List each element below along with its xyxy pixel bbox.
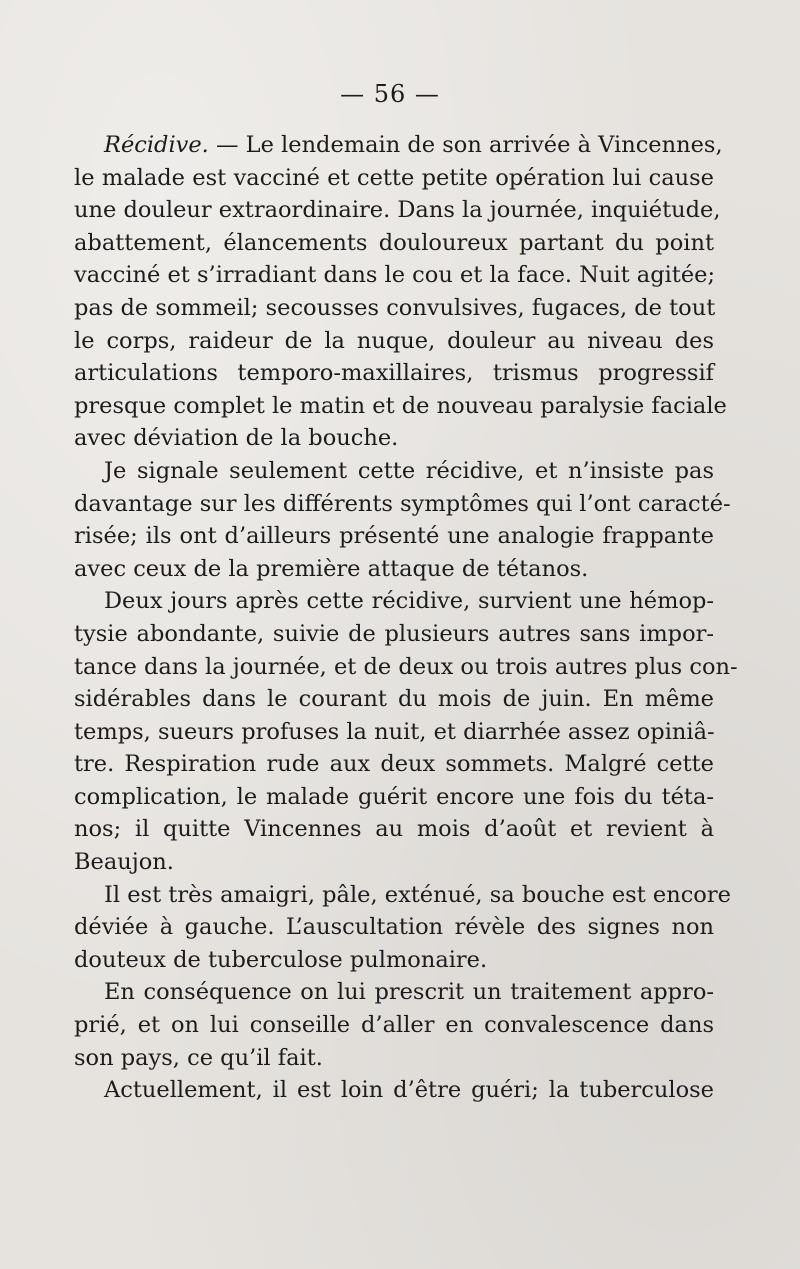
text-line: avec déviation de la bouche. [74, 425, 399, 452]
text-line: douteux de tuberculose pulmonaire. [74, 946, 488, 973]
text-line: nos; il quitte Vincennes au mois d’août et revient à [74, 816, 714, 843]
text-line: Il est très amaigri, pâle, exténué, sa bouche est encore [104, 881, 731, 908]
text-line: prié, et on lui conseille d’aller en convalescence dans [74, 1012, 714, 1039]
text-line: tysie abondante, suivie de plusieurs autres sans impor- [74, 620, 714, 647]
text-line: articulations temporo-maxillaires, trismus progressif [74, 360, 714, 387]
paragraph-recidive [74, 129, 727, 455]
paragraph [74, 1074, 714, 1107]
text-line: son pays, ce qu’il fait. [74, 1044, 323, 1071]
text-line: risée; ils ont d’ailleurs présenté une analogie frappante [74, 523, 714, 550]
paragraph [74, 585, 738, 878]
paragraph [74, 879, 731, 977]
paragraph [74, 455, 731, 585]
text-line: déviée à gauche. L’auscultation révèle des signes non [74, 914, 714, 941]
text-line: temps, sueurs profuses la nuit, et diarrhée assez opiniâ- [74, 718, 715, 745]
text-line-content: — Le lendemain de son arrivée à Vincennes, [208, 132, 723, 158]
text-line: tance dans la journée, et de deux ou trois autres plus con- [74, 653, 738, 680]
text-line: davantage sur les différents symptômes qui l’ont caracté- [74, 490, 731, 517]
text-line: sidérables dans le courant du mois de juin. En même [74, 686, 714, 713]
text-line [74, 129, 723, 162]
text-line: avec ceux de la première attaque de tétanos. [74, 555, 589, 582]
text-line: Actuellement, il est loin d’être guéri; la tuberculose [104, 1077, 714, 1104]
section-heading-recidive: Récidive. [104, 132, 209, 158]
text-line: Je signale seulement cette récidive, et n’insiste pas [104, 457, 714, 484]
page-number: — 56 — [340, 80, 440, 108]
text-line: Beaujon. [74, 849, 174, 876]
text-line: Deux jours après cette récidive, survient une hémop- [104, 588, 714, 615]
text-line: pas de sommeil; secousses convulsives, fugaces, de tout [74, 294, 716, 321]
text-line: vacciné et s’irradiant dans le cou et la face. Nuit agitée; [74, 262, 716, 289]
text-line: tre. Respiration rude aux deux sommets. Malgré cette [74, 751, 714, 778]
text-line: presque complet le matin et de nouveau paralysie faciale [74, 392, 727, 419]
text-line: le corps, raideur de la nuque, douleur au niveau des [74, 327, 714, 354]
text-line: abattement, élancements douloureux partant du point [74, 229, 714, 256]
text-line: complication, le malade guérit encore une fois du téta- [74, 783, 714, 810]
text-line: En conséquence on lui prescrit un traitement appro- [104, 979, 714, 1006]
text-line: une douleur extraordinaire. Dans la journée, inquiétude, [74, 197, 721, 224]
body-text [74, 129, 738, 1107]
paragraph [74, 976, 714, 1074]
text-line: le malade est vacciné et cette petite opération lui cause [74, 164, 714, 191]
